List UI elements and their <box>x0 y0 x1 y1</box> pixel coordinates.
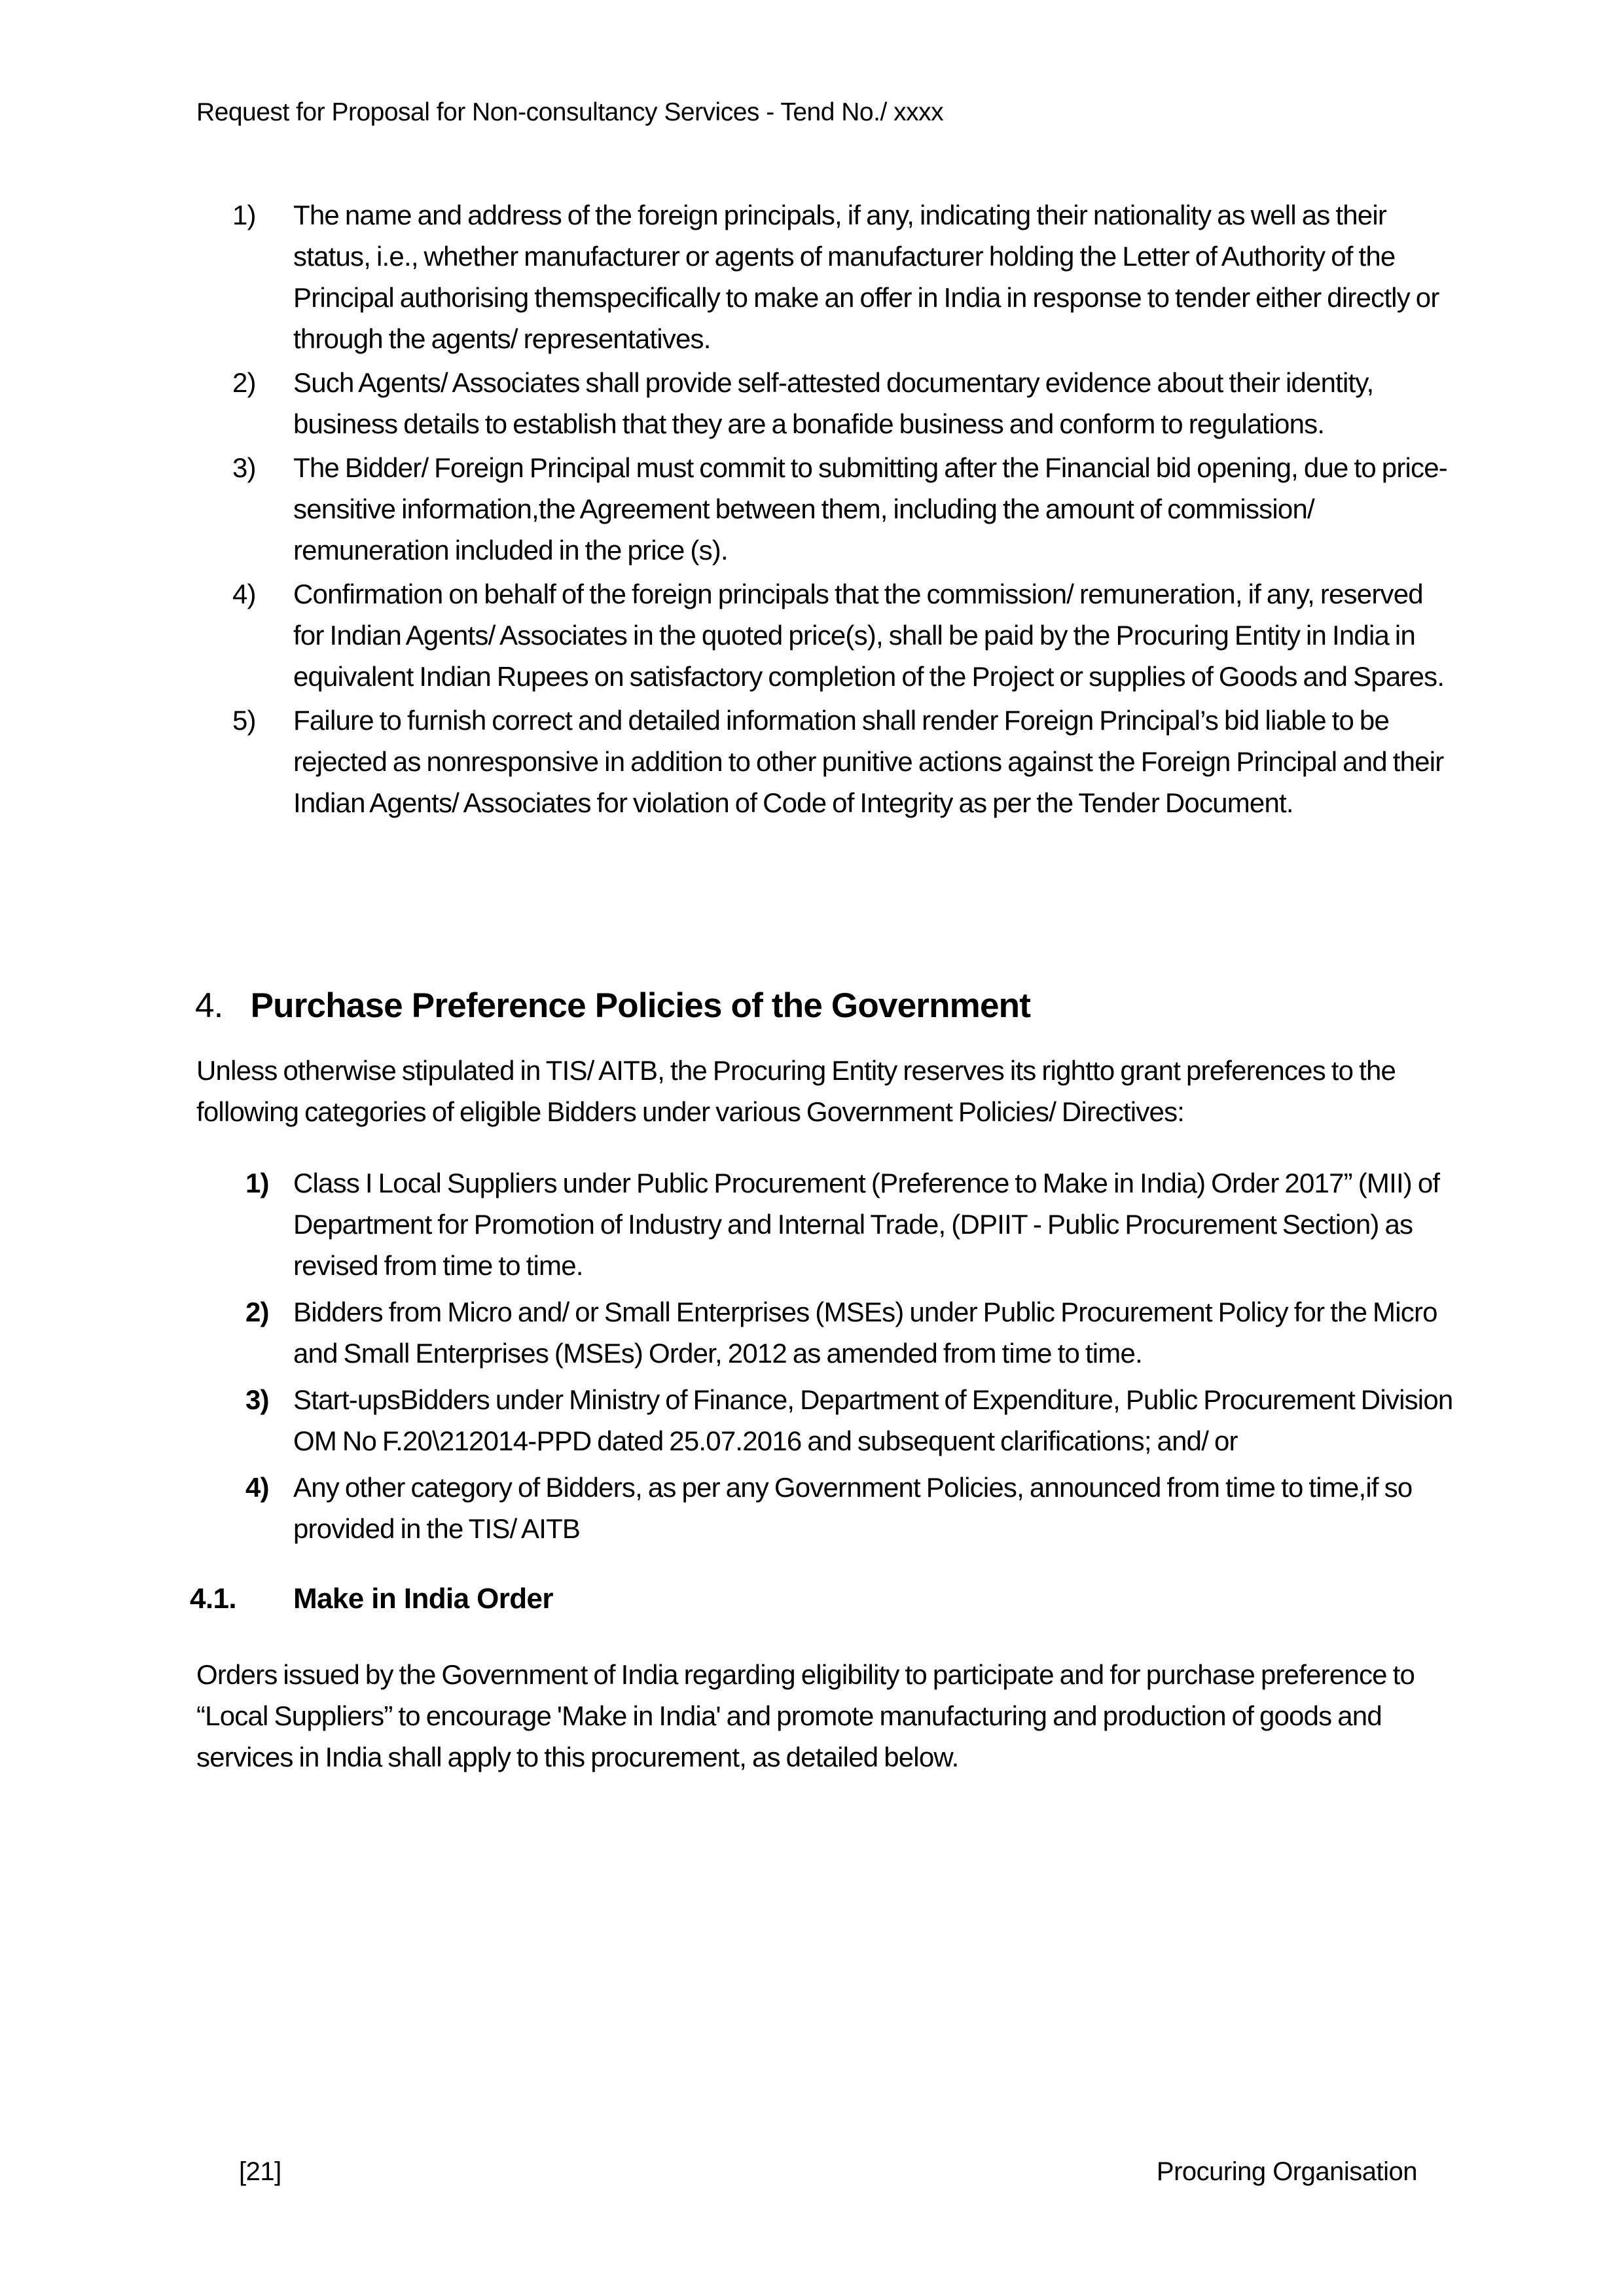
list-item-number: 1) <box>232 200 256 230</box>
list-item-text: Any other category of Bidders, as per any Government Policies, announced from time to time,if so provided in the TIS/ AITB <box>293 1472 1413 1544</box>
list-item <box>245 1379 1457 1462</box>
foreign-principals-list <box>232 194 1457 826</box>
section-intro-paragraph: Unless otherwise stipulated in TIS/ AITB, the Procuring Entity reserves its rightto grant preferences to the following categories of eligible Bidders under various Government Policies/ Directives: <box>196 1055 1396 1127</box>
list-item <box>245 1162 1457 1286</box>
list-item <box>232 447 1457 571</box>
list-item-number: 5) <box>232 705 256 736</box>
list-item-text: Start-upsBidders under Ministry of Finance, Department of Expenditure, Public Procurement Division OM No F.20\212014-PPD dated 25.07.2016 and subsequent clarifications; and/ or <box>293 1384 1453 1456</box>
list-item <box>232 700 1457 823</box>
subsection-number: 4.1. <box>190 1583 236 1615</box>
list-item-number: 1) <box>245 1168 269 1198</box>
list-item-number: 3) <box>245 1384 269 1415</box>
subsection-title: Make in India Order <box>293 1583 553 1615</box>
list-item-text: Failure to furnish correct and detailed information shall render Foreign Principal’s bid liable to be rejected as nonresponsive in addition to other punitive actions against the Foreign Principal and their Indian Agents/ Associates for violation of Code of Integrity as per the Tender Document. <box>293 705 1444 818</box>
subsection-heading <box>190 1579 1434 1619</box>
list-item-number: 4) <box>232 579 256 609</box>
list-item-number: 2) <box>245 1297 269 1327</box>
list-item-number: 4) <box>245 1472 269 1503</box>
document-footer <box>239 2155 1417 2189</box>
list-item <box>245 1467 1457 1549</box>
preference-categories-list <box>245 1162 1457 1554</box>
page-number: [21] <box>239 2157 281 2186</box>
list-item-text: Class I Local Suppliers under Public Procurement (Preference to Make in India) Order 2017” (MII) of Department for Promotion of Industry and Internal Trade, (DPIIT - Public Procurement Section) as revised from time to time. <box>293 1168 1440 1281</box>
list-item-text: Such Agents/ Associates shall provide self-attested documentary evidence about their identity, business details to establish that they are a bonafide business and conform to regulations. <box>293 367 1374 439</box>
section-number: 4. <box>195 986 223 1025</box>
list-item <box>232 194 1457 359</box>
section-title: Purchase Preference Policies of the Government <box>250 986 1031 1025</box>
document-header-title: Request for Proposal for Non-consultancy Services - Tend No./ xxxx <box>196 98 944 126</box>
list-item-number: 2) <box>232 367 256 398</box>
list-item-text: The Bidder/ Foreign Principal must commit to submitting after the Financial bid opening, due to price-sensitive information,the Agreement between them, including the amount of commission/ remuneration included in the price (s). <box>293 452 1447 565</box>
footer-organisation: Procuring Organisation <box>1156 2157 1417 2186</box>
list-item <box>232 362 1457 444</box>
list-item-text: Bidders from Micro and/ or Small Enterprises (MSEs) under Public Procurement Policy for the Micro and Small Enterprises (MSEs) Order, 2012 as amended from time to time. <box>293 1297 1437 1369</box>
list-item-number: 3) <box>232 452 256 483</box>
section-heading <box>195 983 1439 1029</box>
list-item <box>232 573 1457 697</box>
list-item-text: The name and address of the foreign principals, if any, indicating their nationality as well as their status, i.e., whether manufacturer or agents of manufacturer holding the Letter of Authority of the Principal authorising themspecifically to make an offer in India in response to tender either directly or through the agents/ representatives. <box>293 200 1439 354</box>
list-item <box>245 1291 1457 1374</box>
make-in-india-paragraph: Orders issued by the Government of India regarding eligibility to participate and for purchase preference to “Local Suppliers” to encourage 'Make in India' and promote manufacturing and production of goods and services in India shall apply to this procurement, as detailed below. <box>196 1659 1415 1772</box>
list-item-text: Confirmation on behalf of the foreign principals that the commission/ remuneration, if any, reserved for Indian Agents/ Associates in the quoted price(s), shall be paid by the Procuring Entity in India in equivalent Indian Rupees on satisfactory completion of the Project or supplies of Goods and Spares. <box>293 579 1445 692</box>
